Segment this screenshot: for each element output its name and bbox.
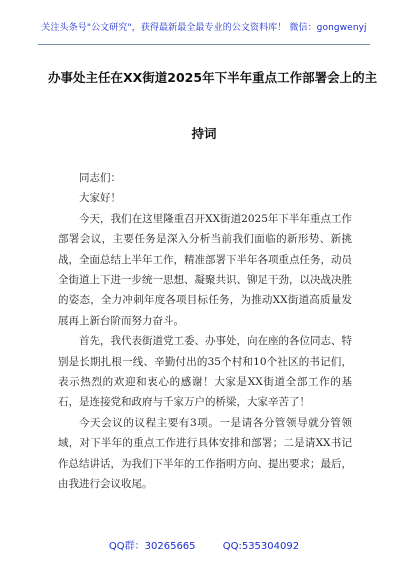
document-body — [58, 168, 352, 495]
qq-group-text: QQ群：30265665 — [108, 541, 196, 552]
header-promo-note: 关注头条号"公文研究"，获得最新最全最专业的公文资料库！ 微信：gongwenyj — [41, 23, 367, 33]
body-paragraph: 首先，我代表街道党工委、办事处，向在座的各位同志、特别是长期扎根一线、辛勤付出的35个村和10个社区的书记们，表示热烈的欢迎和衷心的感谢！大家是XX街道全部工作的基石，是连接党和政府与千家万户的桥梁，大家辛苦了！ — [58, 335, 352, 409]
header-divider — [38, 44, 370, 45]
qq-number-text: QQ:535304092 — [222, 541, 300, 552]
footer-contact — [0, 537, 408, 552]
document-title-continued: 持词 — [191, 126, 217, 141]
salutation: 同志们： — [79, 172, 121, 184]
body-paragraph: 今天，我们在这里隆重召开XX街道2025年下半年重点工作部署会议，主要任务是深入分析当前我们面临的新形势、新挑战，全面总结上半年工作，精准部署下半年各项重点任务，动员全街道上下进一步统一思想、凝聚共识、铆足干劲，以决战决胜的姿态，全力冲刺年度各项目标任务，为推动XX街道高质量发展再上新台阶而努力奋斗。 — [58, 212, 352, 327]
body-paragraph: 今天会议的议程主要有3项。一是请各分管领导就分管领域，对下半年的重点工作进行具体安排和部署；二是请XX书记作总结讲话，为我们下半年的工作指明方向、提出要求；最后，由我进行会议收尾。 — [58, 416, 352, 491]
greeting: 大家好！ — [79, 192, 121, 205]
document-title: 办事处主任在XX街道2025年下半年重点工作部署会上的主 — [48, 70, 378, 85]
